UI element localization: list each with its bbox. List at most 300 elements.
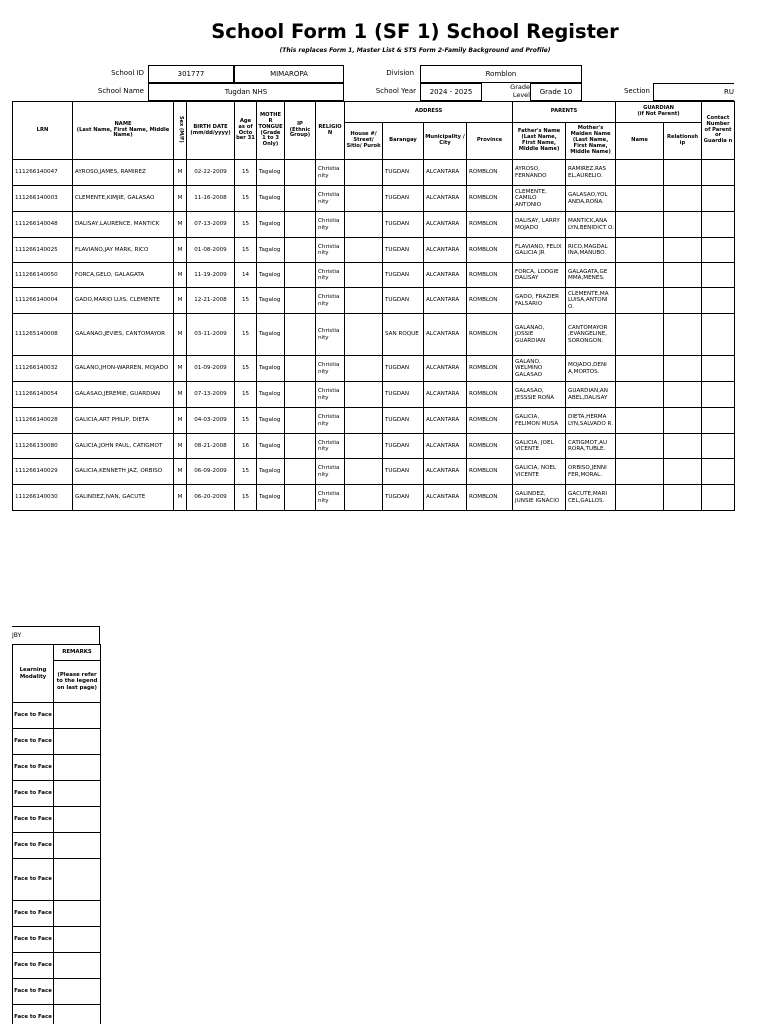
- mother-cell: MOJADO,DENI A,MORTOS.: [566, 356, 616, 382]
- age-cell: 15: [235, 485, 257, 511]
- municipality-cell: ALCANTARA: [424, 485, 467, 511]
- barangay-cell: TUGDAN: [383, 238, 424, 263]
- province-cell: ROMBLON: [467, 459, 513, 485]
- barangay-cell: TUGDAN: [383, 212, 424, 238]
- house-cell: [345, 263, 383, 288]
- table-row: [13, 212, 735, 238]
- birth-date-cell: 03-11-2009: [187, 314, 235, 356]
- lrn-cell: 111266140054: [13, 382, 73, 408]
- mother-cell: CANTOMAYOR ,EVANGELINE, SORONGON.: [566, 314, 616, 356]
- remarks-cell: [54, 703, 101, 729]
- ip-cell: [285, 212, 316, 238]
- ip-cell: [285, 356, 316, 382]
- relationship-cell: [664, 459, 702, 485]
- municipality-cell: ALCANTARA: [424, 238, 467, 263]
- mother-tongue-cell: Tagalog: [257, 288, 285, 314]
- sex-cell: M: [174, 382, 187, 408]
- table-row: [13, 356, 735, 382]
- house-cell: [345, 356, 383, 382]
- barangay-cell: TUGDAN: [383, 263, 424, 288]
- table-row: [13, 238, 735, 263]
- header-barangay: Barangay: [383, 123, 424, 160]
- remarks-cell: [54, 927, 101, 953]
- table-row: [13, 807, 101, 833]
- school-name-value: Tugdan NHS: [148, 83, 344, 101]
- mother-tongue-cell: Tagalog: [257, 356, 285, 382]
- mother-cell: RICO,MAGDAL INA,MANUBO.: [566, 238, 616, 263]
- father-cell: GADO, FRAZIER FALSARIO: [513, 288, 566, 314]
- contact-cell: [702, 238, 735, 263]
- barangay-cell: TUGDAN: [383, 356, 424, 382]
- municipality-cell: ALCANTARA: [424, 408, 467, 434]
- name-cell: GALANO,JHON-WARREN, MOJADO: [73, 356, 174, 382]
- contact-cell: [702, 288, 735, 314]
- school-year-value: 2024 - 2025: [420, 83, 482, 101]
- contact-cell: [702, 212, 735, 238]
- mother-tongue-cell: Tagalog: [257, 263, 285, 288]
- lrn-cell: 111266140050: [13, 263, 73, 288]
- province-cell: ROMBLON: [467, 186, 513, 212]
- ip-cell: [285, 186, 316, 212]
- lrn-cell: 111266140032: [13, 356, 73, 382]
- sex-cell: M: [174, 263, 187, 288]
- relationship-cell: [664, 160, 702, 186]
- region-value: MIMAROPA: [234, 65, 344, 83]
- sex-cell: M: [174, 356, 187, 382]
- relationship-cell: [664, 186, 702, 212]
- header-remarks: REMARKS: [54, 645, 101, 661]
- table-row: [13, 186, 735, 212]
- religion-cell: Christia nity: [316, 382, 345, 408]
- age-cell: 15: [235, 459, 257, 485]
- religion-cell: Christia nity: [316, 263, 345, 288]
- table-row: [13, 927, 101, 953]
- municipality-cell: ALCANTARA: [424, 434, 467, 459]
- ip-cell: [285, 434, 316, 459]
- name-cell: DALISAY,LAURENCE, MANTICK: [73, 212, 174, 238]
- mother-tongue-cell: Tagalog: [257, 434, 285, 459]
- lrn-cell: 111266140030: [13, 485, 73, 511]
- guardian-name-cell: [616, 263, 664, 288]
- header-mother-tongue: MOTHE R TONGUE (Grade 1 to 3 Only): [257, 102, 285, 160]
- header-relationship: Relationsh ip: [664, 123, 702, 160]
- province-cell: ROMBLON: [467, 408, 513, 434]
- province-cell: ROMBLON: [467, 263, 513, 288]
- municipality-cell: ALCANTARA: [424, 314, 467, 356]
- mother-tongue-cell: Tagalog: [257, 408, 285, 434]
- guardian-name-cell: [616, 408, 664, 434]
- table-row: [13, 781, 101, 807]
- header-sex: Sex (M/F): [174, 102, 187, 160]
- contact-cell: [702, 160, 735, 186]
- division-label: Division: [386, 69, 414, 77]
- table-row: [13, 408, 735, 434]
- municipality-cell: ALCANTARA: [424, 356, 467, 382]
- guardian-name-cell: [616, 459, 664, 485]
- religion-cell: Christia nity: [316, 459, 345, 485]
- ip-cell: [285, 459, 316, 485]
- learning-modality-cell: Face to Face: [13, 833, 54, 859]
- mother-cell: CLEMENTE,MA LUISA,ANTONI O.: [566, 288, 616, 314]
- father-cell: GALANO, WELMINO GALASAO: [513, 356, 566, 382]
- table-row: [13, 901, 101, 927]
- remarks-cell: [54, 833, 101, 859]
- barangay-cell: TUGDAN: [383, 408, 424, 434]
- header-age: Age as of Octo ber 31: [235, 102, 257, 160]
- remarks-cell: [54, 1005, 101, 1024]
- school-name-label: School Name: [97, 87, 144, 95]
- barangay-cell: TUGDAN: [383, 485, 424, 511]
- father-cell: GALINDEZ, JUNSIE IGNACIO: [513, 485, 566, 511]
- guardian-name-cell: [616, 288, 664, 314]
- table-row: [13, 314, 735, 356]
- age-cell: 15: [235, 314, 257, 356]
- mother-tongue-cell: Tagalog: [257, 382, 285, 408]
- guardian-name-cell: [616, 186, 664, 212]
- birth-date-cell: 06-09-2009: [187, 459, 235, 485]
- lrn-cell: 111266140029: [13, 459, 73, 485]
- header-name: NAME (Last Name, First Name, Middle Name): [73, 102, 174, 160]
- house-cell: [345, 288, 383, 314]
- municipality-cell: ALCANTARA: [424, 212, 467, 238]
- learning-modality-cell: Face to Face: [13, 703, 54, 729]
- mother-cell: GALASAO,YOL ANDA,ROÑA.: [566, 186, 616, 212]
- contact-cell: [702, 459, 735, 485]
- table-row: [13, 459, 735, 485]
- learning-modality-cell: Face to Face: [13, 927, 54, 953]
- relationship-cell: [664, 408, 702, 434]
- religion-cell: Christia nity: [316, 408, 345, 434]
- province-cell: ROMBLON: [467, 485, 513, 511]
- ip-cell: [285, 160, 316, 186]
- age-cell: 15: [235, 212, 257, 238]
- learning-modality-cell: Face to Face: [13, 807, 54, 833]
- father-cell: FORCA, LODGIE DALISAY: [513, 263, 566, 288]
- house-cell: [345, 238, 383, 263]
- table-row: [13, 953, 101, 979]
- student-register-table: [12, 101, 735, 511]
- school-year-label: School Year: [375, 87, 416, 95]
- religion-cell: Christia nity: [316, 314, 345, 356]
- age-cell: 15: [235, 186, 257, 212]
- remarks-cell: [54, 979, 101, 1005]
- modality-remarks-table: [12, 644, 101, 1024]
- religion-cell: Christia nity: [316, 238, 345, 263]
- relationship-cell: [664, 314, 702, 356]
- ip-cell: [285, 238, 316, 263]
- mother-tongue-cell: Tagalog: [257, 238, 285, 263]
- father-cell: FLAVIANO, FELIX GALICIA JR: [513, 238, 566, 263]
- guardian-name-cell: [616, 160, 664, 186]
- header-guardian: GUARDIAN (if Not Parent): [616, 102, 702, 123]
- learning-modality-cell: Face to Face: [13, 729, 54, 755]
- header-lrn: LRN: [13, 102, 73, 160]
- sex-cell: M: [174, 160, 187, 186]
- province-cell: ROMBLON: [467, 434, 513, 459]
- lrn-cell: 111266140028: [13, 408, 73, 434]
- age-cell: 14: [235, 263, 257, 288]
- house-cell: [345, 212, 383, 238]
- birth-date-cell: 06-20-2009: [187, 485, 235, 511]
- relationship-cell: [664, 263, 702, 288]
- table-row: [13, 729, 101, 755]
- ip-cell: [285, 408, 316, 434]
- sex-cell: M: [174, 238, 187, 263]
- learning-modality-cell: Face to Face: [13, 781, 54, 807]
- birth-date-cell: 08-21-2008: [187, 434, 235, 459]
- header-remarks-sub: (Please refer to the legend on last page): [54, 661, 101, 703]
- relationship-cell: [664, 288, 702, 314]
- birth-date-cell: 02-22-2009: [187, 160, 235, 186]
- father-cell: GALASAO, JESSSIE ROÑA: [513, 382, 566, 408]
- age-cell: 15: [235, 382, 257, 408]
- barangay-cell: TUGDAN: [383, 434, 424, 459]
- header-religion: RELIGIO N: [316, 102, 345, 160]
- lrn-cell: 111266140004: [13, 288, 73, 314]
- table-row: [13, 160, 735, 186]
- house-cell: [345, 434, 383, 459]
- ip-cell: [285, 263, 316, 288]
- name-cell: GALICIA,ART PHILIP, DIETA: [73, 408, 174, 434]
- barangay-cell: SAN ROQUE: [383, 314, 424, 356]
- mother-cell: ORBISO,JENNI FER,MORAL.: [566, 459, 616, 485]
- house-cell: [345, 485, 383, 511]
- age-cell: 15: [235, 408, 257, 434]
- guardian-name-cell: [616, 212, 664, 238]
- relationship-cell: [664, 485, 702, 511]
- contact-cell: [702, 356, 735, 382]
- birth-date-cell: 07-13-2009: [187, 212, 235, 238]
- age-cell: 15: [235, 356, 257, 382]
- birth-date-cell: 11-16-2008: [187, 186, 235, 212]
- contact-cell: [702, 485, 735, 511]
- province-cell: ROMBLON: [467, 212, 513, 238]
- header-address: ADDRESS: [345, 102, 513, 123]
- header-mother: Mother's Maiden Name (Last Name, First Name, Middle Name): [566, 123, 616, 160]
- name-cell: GALINDEZ,IVAN, GACUTE: [73, 485, 174, 511]
- province-cell: ROMBLON: [467, 238, 513, 263]
- birth-date-cell: 11-19-2009: [187, 263, 235, 288]
- age-cell: 15: [235, 238, 257, 263]
- name-cell: CLEMENTE,KIMJIE, GALASAO: [73, 186, 174, 212]
- header-province: Province: [467, 123, 513, 160]
- grade-level-value: Grade 10: [530, 83, 582, 101]
- header-municipality: Municipality / City: [424, 123, 467, 160]
- relationship-cell: [664, 212, 702, 238]
- house-cell: [345, 459, 383, 485]
- guardian-name-cell: [616, 238, 664, 263]
- sex-cell: M: [174, 434, 187, 459]
- age-cell: 15: [235, 288, 257, 314]
- table-row: [13, 979, 101, 1005]
- table-row: [13, 1005, 101, 1024]
- mother-cell: MANTICK,ANA LYN,BENIDICT O.: [566, 212, 616, 238]
- religion-cell: Christia nity: [316, 485, 345, 511]
- relationship-cell: [664, 356, 702, 382]
- municipality-cell: ALCANTARA: [424, 160, 467, 186]
- sex-cell: M: [174, 212, 187, 238]
- barangay-cell: TUGDAN: [383, 382, 424, 408]
- table-row: [13, 833, 101, 859]
- municipality-cell: ALCANTARA: [424, 263, 467, 288]
- house-cell: [345, 408, 383, 434]
- father-cell: GALICIA, JOEL VICENTE: [513, 434, 566, 459]
- contact-cell: [702, 263, 735, 288]
- remarks-cell: [54, 781, 101, 807]
- ip-cell: [285, 314, 316, 356]
- school-id-value: 301777: [148, 65, 234, 83]
- name-cell: GALICIA,JOHN PAUL, CATIGMOT: [73, 434, 174, 459]
- sex-cell: M: [174, 408, 187, 434]
- remarks-cell: [54, 807, 101, 833]
- province-cell: ROMBLON: [467, 382, 513, 408]
- remarks-cell: [54, 859, 101, 901]
- father-cell: DALISAY, LARRY MOJADO: [513, 212, 566, 238]
- header-ip: IP (Ethnic Group): [285, 102, 316, 160]
- grade-level-label: Grade Level: [510, 83, 530, 100]
- header-house: House #/ Street/ Sitio/ Purok: [345, 123, 383, 160]
- province-cell: ROMBLON: [467, 356, 513, 382]
- lrn-cell: 111265140008: [13, 314, 73, 356]
- house-cell: [345, 186, 383, 212]
- guardian-name-cell: [616, 382, 664, 408]
- ip-cell: [285, 288, 316, 314]
- mother-tongue-cell: Tagalog: [257, 186, 285, 212]
- barangay-cell: TUGDAN: [383, 186, 424, 212]
- header-contact: Contact Number of Parent or Guardia n: [702, 102, 735, 160]
- mother-cell: CATIGMOT,AU RORA,TUBLE.: [566, 434, 616, 459]
- lrn-cell: 111266140048: [13, 212, 73, 238]
- mother-tongue-cell: Tagalog: [257, 459, 285, 485]
- relationship-cell: [664, 382, 702, 408]
- municipality-cell: ALCANTARA: [424, 459, 467, 485]
- section-value: RU: [653, 83, 734, 101]
- ip-cell: [285, 485, 316, 511]
- form-title: School Form 1 (SF 1) School Register: [211, 20, 619, 43]
- barangay-cell: TUGDAN: [383, 160, 424, 186]
- religion-cell: Christia nity: [316, 288, 345, 314]
- guardian-name-cell: [616, 434, 664, 459]
- contact-cell: [702, 408, 735, 434]
- name-cell: FLAVIANO,JAY MARK, RICO: [73, 238, 174, 263]
- header-learning-modality: Learning Modality: [13, 645, 54, 703]
- name-cell: GADO,MARIO LUIS, CLEMENTE: [73, 288, 174, 314]
- sex-cell: M: [174, 459, 187, 485]
- remarks-cell: [54, 953, 101, 979]
- table-row: [13, 382, 735, 408]
- table-row: [13, 755, 101, 781]
- lrn-cell: 111266140047: [13, 160, 73, 186]
- name-cell: FORCA,GELO, GALAGATA: [73, 263, 174, 288]
- learning-modality-cell: Face to Face: [13, 859, 54, 901]
- ip-cell: [285, 382, 316, 408]
- barangay-cell: TUGDAN: [383, 459, 424, 485]
- contact-cell: [702, 434, 735, 459]
- father-cell: CLEMENTE, CAMILO ANTONIO: [513, 186, 566, 212]
- mother-tongue-cell: Tagalog: [257, 160, 285, 186]
- municipality-cell: ALCANTARA: [424, 382, 467, 408]
- mother-cell: RAMIREZ,RAS EL,AURELIO.: [566, 160, 616, 186]
- table-row: [13, 434, 735, 459]
- lrn-cell: 111266140003: [13, 186, 73, 212]
- sex-cell: M: [174, 485, 187, 511]
- birth-date-cell: 12-21-2008: [187, 288, 235, 314]
- religion-cell: Christia nity: [316, 212, 345, 238]
- religion-cell: Christia nity: [316, 160, 345, 186]
- mother-cell: GUARDIAN,AN ABEL,DALISAY: [566, 382, 616, 408]
- table-row: [13, 703, 101, 729]
- sex-cell: M: [174, 186, 187, 212]
- section-label: Section: [623, 87, 650, 95]
- father-cell: AYROSO, FERNANDO: [513, 160, 566, 186]
- table-row: [13, 485, 735, 511]
- mother-tongue-cell: Tagalog: [257, 314, 285, 356]
- mother-cell: GACUTE,MARI CEL,GALLOS.: [566, 485, 616, 511]
- house-cell: [345, 160, 383, 186]
- contact-cell: [702, 382, 735, 408]
- name-cell: AYROSO,JAMES, RAMIREZ: [73, 160, 174, 186]
- birth-date-cell: 04-03-2009: [187, 408, 235, 434]
- sex-cell: M: [174, 288, 187, 314]
- contact-cell: [702, 186, 735, 212]
- table-row: [13, 263, 735, 288]
- name-cell: GALANAO,JEVIES, CANTOMAYOR: [73, 314, 174, 356]
- religion-cell: Christia nity: [316, 356, 345, 382]
- age-cell: 15: [235, 160, 257, 186]
- guardian-name-cell: [616, 314, 664, 356]
- age-cell: 16: [235, 434, 257, 459]
- province-cell: ROMBLON: [467, 314, 513, 356]
- barangay-cell: TUGDAN: [383, 288, 424, 314]
- sex-cell: M: [174, 314, 187, 356]
- lrn-cell: 111266140025: [13, 238, 73, 263]
- guardian-name-cell: [616, 485, 664, 511]
- house-cell: [345, 314, 383, 356]
- name-cell: GALASAO,JEREMIE, GUARDIAN: [73, 382, 174, 408]
- mother-tongue-cell: Tagalog: [257, 485, 285, 511]
- municipality-cell: ALCANTARA: [424, 288, 467, 314]
- division-value: Romblon: [420, 65, 582, 83]
- father-cell: GALICIA, FELIMON MUSA: [513, 408, 566, 434]
- header-parents: PARENTS: [513, 102, 616, 123]
- header-father: Father's Name (Last Name, First Name, Middle Name): [513, 123, 566, 160]
- birth-date-cell: 07-13-2009: [187, 382, 235, 408]
- header-birth-date: BIRTH DATE (mm/dd/yyyy): [187, 102, 235, 160]
- form-subtitle: (This replaces Form 1, Master List & STS Form 2-Family Background and Profile): [279, 47, 551, 54]
- remarks-cell: [54, 755, 101, 781]
- father-cell: GALANAO, JOSSIE GUARDIAN: [513, 314, 566, 356]
- guardian-name-cell: [616, 356, 664, 382]
- mother-cell: GALAGATA,GE MMA,MENES.: [566, 263, 616, 288]
- mother-cell: DIETA,HERMA LYN,SALVADO R.: [566, 408, 616, 434]
- house-cell: [345, 382, 383, 408]
- learning-modality-cell: Face to Face: [13, 953, 54, 979]
- learning-modality-cell: Face to Face: [13, 979, 54, 1005]
- municipality-cell: ALCANTARA: [424, 186, 467, 212]
- contact-cell: [702, 314, 735, 356]
- relationship-cell: [664, 434, 702, 459]
- province-cell: ROMBLON: [467, 160, 513, 186]
- table-row: [13, 288, 735, 314]
- remarks-cell: [54, 901, 101, 927]
- mother-tongue-cell: Tagalog: [257, 212, 285, 238]
- birth-date-cell: 01-09-2009: [187, 356, 235, 382]
- learning-modality-cell: Face to Face: [13, 901, 54, 927]
- learning-modality-cell: Face to Face: [13, 755, 54, 781]
- table-row: [13, 859, 101, 901]
- relationship-cell: [664, 238, 702, 263]
- province-cell: ROMBLON: [467, 288, 513, 314]
